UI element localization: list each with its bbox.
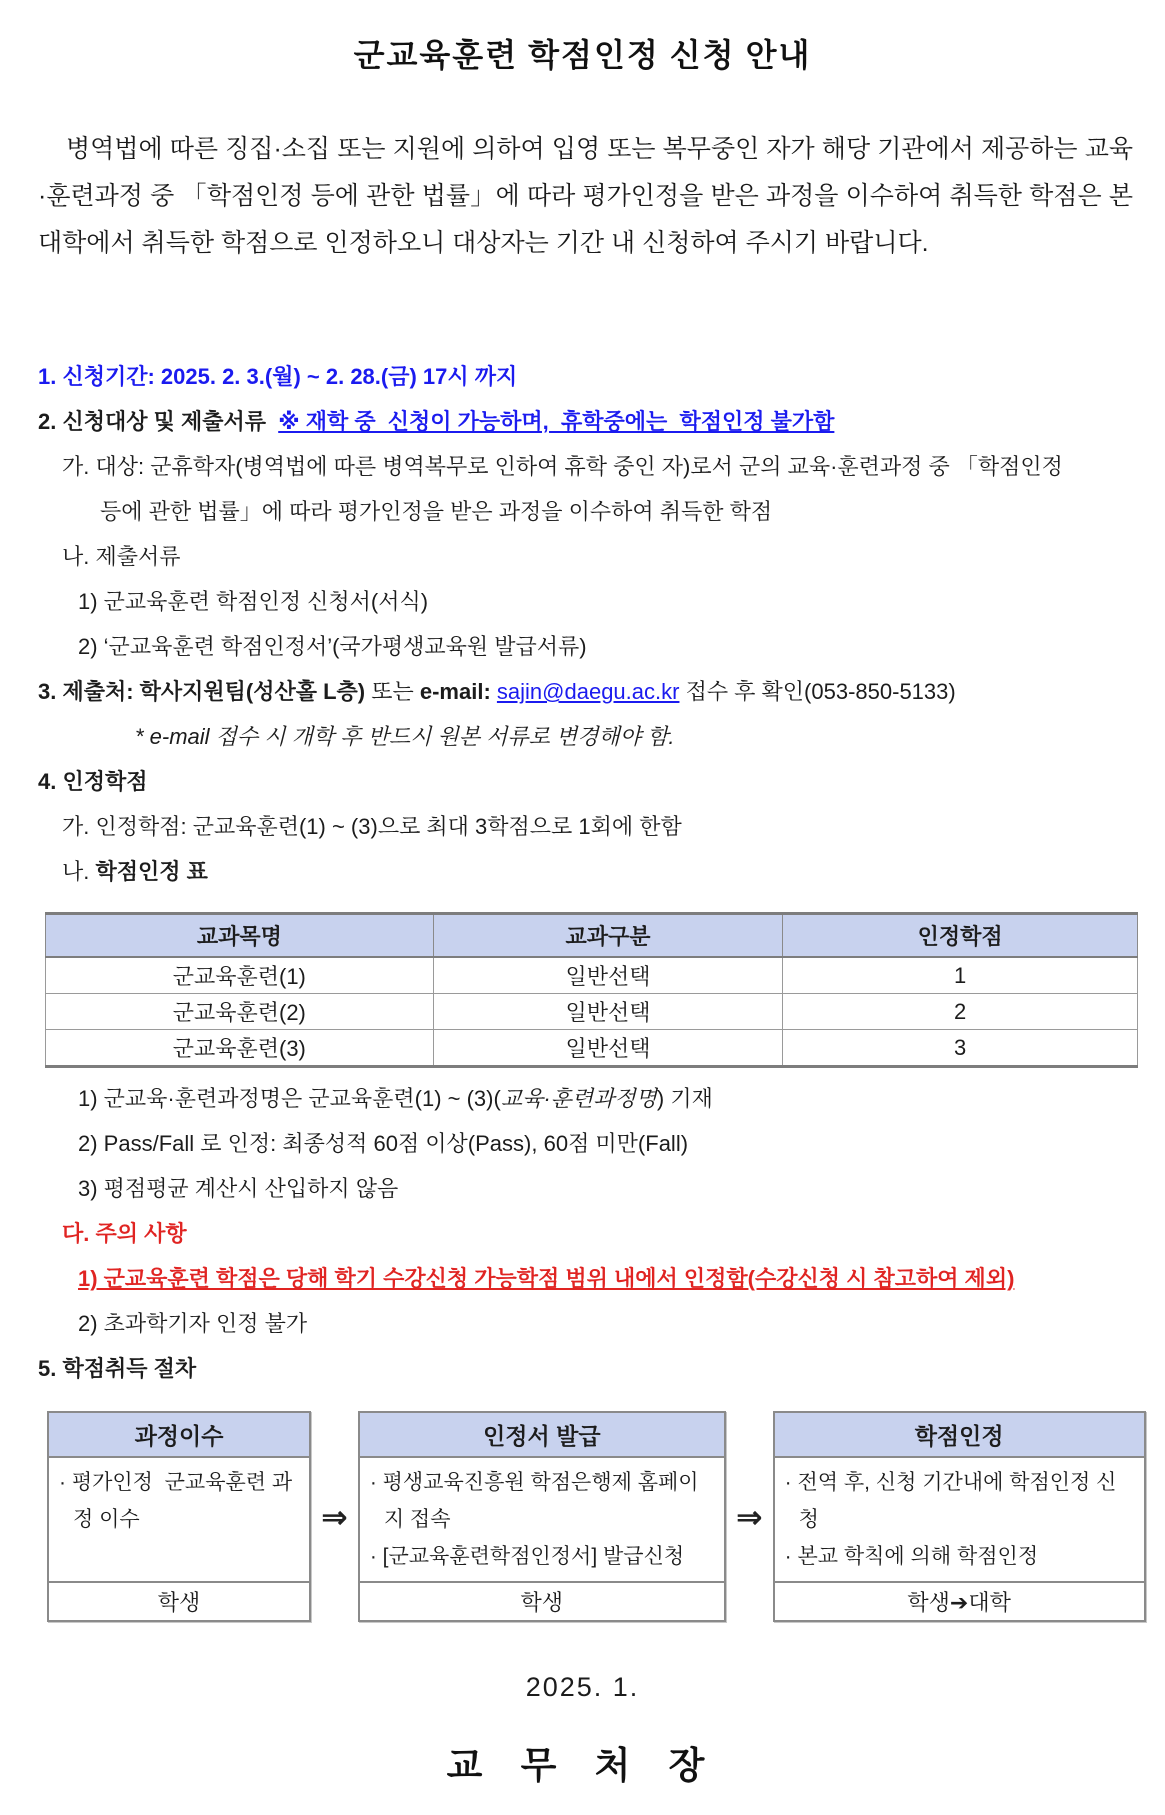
col-header-credits: 인정학점 xyxy=(783,914,1138,958)
cell-credits: 1 xyxy=(783,957,1138,994)
flow-box-course-completion xyxy=(47,1411,311,1622)
caution-item-1: 1) 군교육훈련 학점은 당해 학기 수강신청 가능학점 범위 내에서 인정함(수강신청 시 참고하여 제외) xyxy=(78,1266,1015,1291)
recognized-credits-detail: 가. 인정학점: 군교육훈련(1) ~ (3)으로 최대 3학점으로 1회에 한함 xyxy=(62,814,682,839)
credit-table-label-bold: 학점인정 표 xyxy=(95,859,208,884)
spacer xyxy=(266,409,278,434)
flow-line: · 평가인정 군교육훈련 과정 이수 xyxy=(59,1471,293,1531)
flow-box-title: 인정서 발급 xyxy=(360,1413,724,1458)
flow-box-title: 과정이수 xyxy=(49,1413,309,1458)
cell-credits: 3 xyxy=(783,1030,1138,1067)
caution-item-2: 2) 초과학기자 인정 불가 xyxy=(78,1311,308,1336)
table-note-2: 2) Pass/Fall 로 인정: 최종성적 60점 이상(Pass), 60점 미만(Fall) xyxy=(78,1131,689,1156)
document-item-1: 1) 군교육훈련 학점인정 신청서(서식) xyxy=(78,589,429,614)
cell-subject: 군교육훈련(3) xyxy=(46,1030,434,1067)
table-row xyxy=(46,957,1138,994)
signature-office: 교 무 처 장 xyxy=(446,1745,719,1786)
flow-box-body xyxy=(360,1458,724,1581)
document-title: 군교육훈련 학점인정 신청 안내 xyxy=(353,37,812,73)
flow-box-certificate-issue xyxy=(358,1411,726,1622)
flow-box-actor: 학생➔대학 xyxy=(775,1581,1144,1620)
documents-label: 나. 제출서류 xyxy=(62,544,181,569)
note1-course-name: 교육·훈련과정명 xyxy=(500,1086,657,1111)
flow-arrow-icon: ⇒ xyxy=(735,1498,763,1535)
flow-box-title: 학점인정 xyxy=(775,1413,1144,1458)
credit-table xyxy=(45,912,1138,1068)
submission-office-label: 3. 제출처: 학사지원팀(성산홀 L층) xyxy=(38,679,366,704)
issue-date: 2025. 1. xyxy=(525,1672,640,1702)
email-caution-note: * e-mail 접수 시 개학 후 반드시 원본 서류로 변경해야 함. xyxy=(135,724,675,749)
cell-subject: 군교육훈련(2) xyxy=(46,994,434,1030)
document-item-2: 2) ‘군교육훈련 학점인정서’(국가평생교육원 발급서류) xyxy=(78,634,587,659)
credit-table-label-prefix: 나. xyxy=(62,859,96,884)
table-row xyxy=(46,1030,1138,1067)
flow-arrow-icon: ⇒ xyxy=(321,1498,348,1535)
flow-box-body xyxy=(49,1458,309,1581)
email-label: e-mail: xyxy=(419,679,497,704)
email-link[interactable]: sajin@daegu.ac.kr xyxy=(496,679,680,704)
target-detail-line2: 등에 관한 법률」에 따라 평가인정을 받은 과정을 이수하여 취득한 학점 xyxy=(100,499,773,524)
intro-paragraph: 병역법에 따른 징집·소집 또는 지원에 의하여 입영 또는 복무중인 자가 해당 기관에서 제공하는 교육·훈련과정 중 「학점인정 등에 관한 법률」에 따라 평가인정을 받은 과정을 이수하여 취득한 학점은 본 대학에서 취득한 학점으로 인정하오니 대상자는 기간 내 신청하여 주시기 바랍니다. xyxy=(38,135,1133,257)
table-note-3: 3) 평점평균 계산시 산입하지 않음 xyxy=(78,1176,399,1201)
application-period-line: 1. 신청기간: 2025. 2. 3.(월) ~ 2. 28.(금) 17시 까지 xyxy=(38,364,518,389)
flow-box-actor: 학생 xyxy=(49,1581,309,1620)
cell-category: 일반선택 xyxy=(433,994,783,1030)
cell-category: 일반선택 xyxy=(433,957,783,994)
credit-table-label xyxy=(62,858,1165,886)
submission-or: 또는 xyxy=(365,679,420,704)
recognized-credits-label: 4. 인정학점 xyxy=(38,769,148,794)
enrollment-note: ※ 재학 중 신청이 가능하며, 휴학중에는 학점인정 불가함 xyxy=(278,409,835,434)
target-detail-line1: 가. 대상: 군휴학자(병역법에 따른 병역복무로 인하여 휴학 중인 자)로서 군의 교육·훈련과정 중 「학점인정 xyxy=(62,454,1063,479)
flow-box-credit-recognition xyxy=(773,1411,1146,1622)
flow-line: · [군교육훈련학점인정서] 발급신청 xyxy=(369,1545,685,1568)
flow-line: · 평생교육진흥원 학점은행제 홈페이지 접속 xyxy=(369,1471,699,1531)
target-documents-label: 2. 신청대상 및 제출서류 xyxy=(38,409,266,434)
flow-box-body xyxy=(775,1458,1144,1581)
procedure-flow xyxy=(47,1411,1165,1622)
col-header-category: 교과구분 xyxy=(433,914,783,958)
table-row xyxy=(46,994,1138,1030)
flow-box-actor: 학생 xyxy=(360,1581,724,1620)
procedure-label: 5. 학점취득 절차 xyxy=(38,1356,197,1381)
submission-confirm: 접수 후 확인(053-850-5133) xyxy=(679,679,956,704)
table-note-1 xyxy=(78,1085,1165,1113)
flow-line: · 전역 후, 신청 기간내에 학점인정 신청 xyxy=(784,1471,1117,1531)
note1-prefix: 1) 군교육·훈련과정명은 군교육훈련(1) ~ (3)( xyxy=(78,1086,501,1111)
cell-credits: 2 xyxy=(783,994,1138,1030)
cell-subject: 군교육훈련(1) xyxy=(46,957,434,994)
caution-label: 다. 주의 사항 xyxy=(62,1221,187,1246)
note1-suffix: ) 기재 xyxy=(656,1086,713,1111)
flow-line: · 본교 학칙에 의해 학점인정 xyxy=(784,1545,1039,1568)
col-header-subject: 교과목명 xyxy=(46,914,434,958)
target-documents-line xyxy=(38,408,1165,436)
cell-category: 일반선택 xyxy=(433,1030,783,1067)
submission-line xyxy=(38,678,1165,706)
credit-table-header-row xyxy=(46,914,1138,958)
